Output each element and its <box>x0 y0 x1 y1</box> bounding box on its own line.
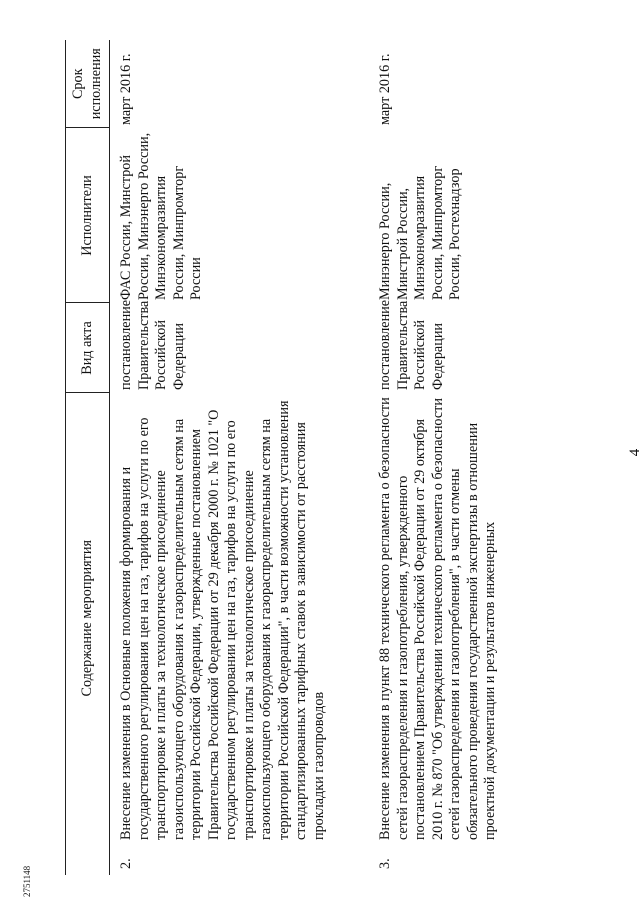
page-number: 4 <box>627 448 643 457</box>
row-content: Внесение изменения в пункт 88 технического регламента о безопасности сетей газораспределения и газопотребления, утвержденного постановлением Правительства Российской Федерации от 29 октября 2010 г. № 870 "Об утверждении технического регламента о безопасности сетей газораспределения и газопотребления", в части отмены обязательного проведения государственной экспертизы в отношении проектной документации и результатов инженерных <box>377 397 498 840</box>
table-row <box>110 40 370 875</box>
measures-table <box>65 40 538 875</box>
row-deadline: март 2016 г. <box>377 53 393 125</box>
header-number <box>66 843 110 875</box>
row-act-type: постановление Правительства Российской Федерации <box>118 299 187 390</box>
row-number: 3. <box>377 858 393 869</box>
row-executors: ФАС России, Минстрой России, Минэнерго России, Минэкономразвития России, Минпромторг России <box>118 132 204 300</box>
row-executors: Минэнерго России, Минстрой России, Минэкономразвития России, Минпромторг России, Ростехнадзор <box>377 165 463 300</box>
header-executors: Исполнители <box>66 128 110 303</box>
row-content: Внесение изменения в Основные положения формирования и государственного регулирования цен на газ, тарифов на услуги по его транспортировке и платы за технологическое присоединение газоиспользующего оборудования к газораспределительным сетям на территории Российской Федерации, утвержденные постановлением Правительства Российской Федерации от 29 декабря 2000 г. № 1021 "О государственном регулировании цен на газ, тарифов на услуги по его транспортировке и платы за технологическое присоединение газоиспользующего оборудования к газораспределительным сетям на территории Российской Федерации", в части возможности установления стандартизированных тарифных ставок в зависимости от расстояния прокладки газопроводов <box>118 400 327 840</box>
row-deadline: март 2016 г. <box>118 53 134 125</box>
row-number: 2. <box>118 858 134 869</box>
header-deadline: Срок исполнения <box>66 40 110 128</box>
document-id: 2751148 <box>22 865 32 897</box>
row-act-type: постановление Правительства Российской Федерации <box>377 299 446 390</box>
header-content: Содержание мероприятия <box>66 393 110 843</box>
header-act-type: Вид акта <box>66 303 110 393</box>
table-header-row <box>66 40 110 875</box>
table-row <box>369 40 538 875</box>
